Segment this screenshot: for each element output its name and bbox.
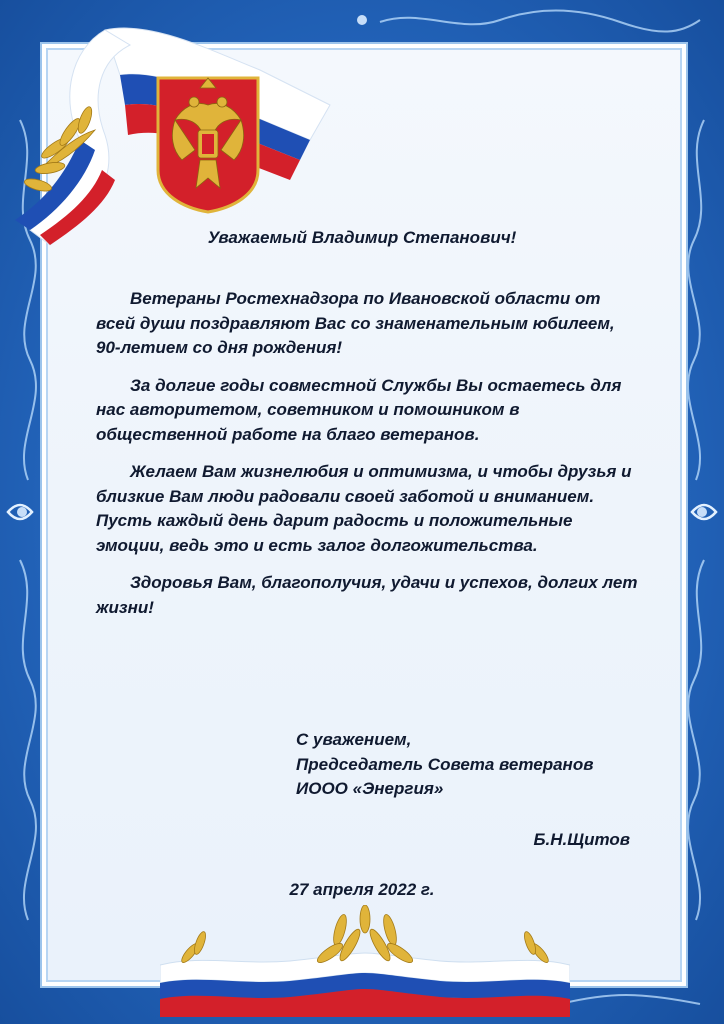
signer-name: Б.Н.Щитов	[533, 830, 630, 849]
frame-bead-left	[17, 507, 27, 517]
closing-regards: С уважением,	[296, 730, 412, 749]
letter-body	[96, 287, 642, 633]
paragraph-2: За долгие годы совместной Службы Вы остаетесь для нас авторитетом, советником и помошником в общественной работе на благо ветеранов.	[96, 375, 622, 444]
paragraph-4: Здоровья Вам, благополучия, удачи и успехов, долгих лет жизни!	[96, 573, 638, 617]
russian-coat-of-arms-icon	[158, 78, 258, 212]
letter-date: 27 апреля 2022 г.	[289, 880, 435, 899]
flag-ribbon-icon	[10, 20, 340, 250]
frame-bead-right	[697, 507, 707, 517]
paragraph-3: Желаем Вам жизнелюбия и оптимизма, и чтобы друзья и близкие Вам люди радовали своей заботой и вниманием. Пусть каждый день дарит радость и положительные эмоции, ведь это и есть залог долгожительства.	[96, 462, 632, 555]
closing-title: Председатель Совета ветеранов	[296, 754, 594, 774]
paragraph-1: Ветераны Ростехнадзора по Ивановской области от всей души поздравляют Вас со знаменательным юбилеем, 90-летием со дня рождения!	[96, 289, 615, 357]
frame-bead-top	[357, 15, 367, 25]
greeting-line: Уважаемый Владимир Степанович!	[207, 228, 517, 247]
closing-block	[296, 728, 676, 802]
closing-organization: ИООО «Энергия»	[296, 779, 444, 798]
bottom-flag-ribbon-icon	[160, 905, 570, 1017]
